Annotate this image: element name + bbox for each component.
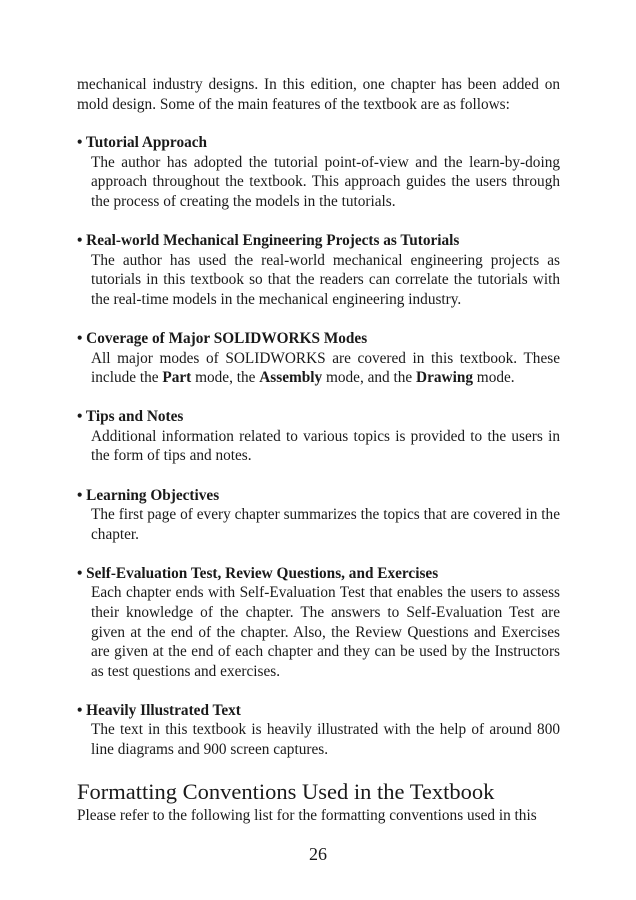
feature-title: • Tips and Notes	[77, 408, 184, 426]
feature-tips-notes	[77, 407, 560, 466]
section-heading: Formatting Conventions Used in the Textbook	[77, 779, 495, 805]
feature-description: The author has used the real-world mechanical engineering projects as tutorials in this textbook so that the readers can correlate the tutorials with the real-time models in the mechanical engineering industry.	[91, 251, 560, 308]
text-run: mode.	[472, 369, 515, 387]
text-run: All major modes of SOLIDWORKS are covered in this textbook. These include the	[91, 349, 560, 387]
feature-title: • Tutorial Approach	[77, 134, 208, 152]
feature-real-world-projects	[77, 231, 560, 309]
feature-title: • Self-Evaluation Test, Review Questions, and Exercises	[77, 564, 439, 582]
feature-title: • Heavily Illustrated Text	[77, 701, 241, 719]
feature-description: The author has adopted the tutorial point-of-view and the learn-by-doing approach throughout the textbook. This approach guides the users through the process of creating the models in the tutorials.	[91, 153, 560, 210]
intro-paragraph: mechanical industry designs. In this edition, one chapter has been added on mold design. Some of the main features of the textbook are as follows:	[77, 76, 560, 113]
feature-description: Additional information related to various topics is provided to the users in the form of tips and notes.	[91, 427, 560, 465]
feature-self-evaluation	[77, 564, 560, 682]
feature-title: • Coverage of Major SOLIDWORKS Modes	[77, 329, 368, 347]
feature-major-modes	[77, 329, 560, 388]
feature-description: The first page of every chapter summarizes the topics that are covered in the chapter.	[91, 506, 560, 543]
drawing-mode-term: Drawing	[416, 369, 473, 387]
feature-description: Each chapter ends with Self-Evaluation Test that enables the users to assess their knowledge of the chapter. The answers to Self-Evaluation Test are given at the end of the chapter. Also, the Review Questions and Exercises are given at the end of each chapter and they can be used by the Instructors as test questions and exercises.	[91, 584, 560, 680]
feature-learning-objectives	[77, 486, 560, 545]
page-content	[77, 75, 560, 826]
feature-tutorial-approach	[77, 133, 560, 211]
text-run: mode, the	[191, 369, 260, 387]
feature-title: • Learning Objectives	[77, 486, 220, 504]
assembly-mode-term: Assembly	[259, 369, 323, 387]
feature-description: The text in this textbook is heavily illustrated with the help of around 800 line diagrams and 900 screen captures.	[91, 721, 560, 759]
part-mode-term: Part	[162, 369, 192, 387]
text-run: mode, and the	[322, 369, 417, 387]
page-number: 26	[309, 844, 327, 864]
feature-description	[77, 349, 560, 388]
section-intro: Please refer to the following list for the formatting conventions used in this	[77, 807, 537, 825]
feature-illustrated-text	[77, 701, 560, 760]
feature-title: • Real-world Mechanical Engineering Projects as Tutorials	[77, 232, 460, 250]
